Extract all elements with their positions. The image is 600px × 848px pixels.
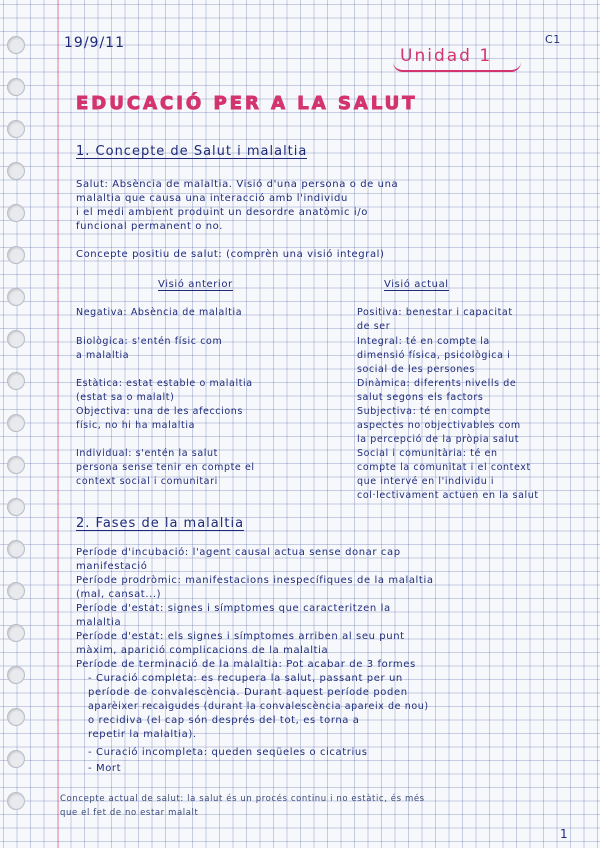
binder-hole [7,330,25,348]
definition-line: Concepte positiu de salut: (comprèn una visió integral) [76,249,385,260]
phase-line: aparèixer recaigudes (durant la convalescència apareix de nou) [88,701,429,712]
binder-hole [7,624,25,642]
phase-line: Període d'estat: signes i símptomes que caracteritzen la [76,603,391,614]
binder-hole [7,792,25,810]
binder-hole [7,666,25,684]
right-col-line: Subjectiva: té en compte [357,406,491,417]
binder-hole [7,582,25,600]
binder-hole [7,414,25,432]
right-col-line: compte la comunitat i el context [357,462,531,473]
phase-line: repetir la malaltia). [88,729,197,740]
phase-line: (mal, cansat...) [76,589,162,600]
binder-hole [7,498,25,516]
left-col-line: a malaltia [76,350,130,361]
phase-line: o recidiva (el cap són després del tot, es torna a [88,715,360,726]
definition-line: malaltia que causa una interacció amb l'individu [76,193,348,204]
binder-hole [7,120,25,138]
left-col-line: Individual: s'entén la salut [76,448,218,459]
col-left-heading: Visió anterior [158,279,233,290]
phase-line: - Curació completa: es recupera la salut, passant per un [88,673,403,684]
col-right-heading: Visió actual [384,279,449,290]
definition-line: Salut: Absència de malaltia. Visió d'una persona o de una [76,179,399,190]
binder-hole [7,708,25,726]
definition-line: i el medi ambient produint un desordre anatòmic i/o [76,207,368,218]
section-2-heading: 2. Fases de la malaltia [76,516,245,531]
page-title: EDUCACIÓ PER A LA SALUT [76,93,418,114]
left-col-line: físic, no hi ha malaltia [76,420,195,431]
binder-hole [7,36,25,54]
left-col-line: Estàtica: estat estable o malaltia [76,378,253,389]
right-col-line: la percepció de la pròpia salut [357,434,520,445]
binder-hole [7,540,25,558]
right-col-line: Integral: té en compte la [357,336,490,347]
definition-line: funcional permanent o no. [76,221,224,232]
phase-line: malaltia [76,617,122,628]
phase-line: Període prodròmic: manifestacions inespecífiques de la malaltia [76,575,434,586]
right-col-line: salut segons els factors [357,392,484,403]
phase-line: període de convalescència. Durant aquest període poden [88,687,408,698]
binder-hole [7,456,25,474]
phase-line: manifestació [76,561,148,572]
right-col-line: dimensió física, psicològica i [357,350,511,361]
left-col-line: persona sense tenir en compte el [76,462,255,473]
binder-hole [7,78,25,96]
binder-hole [7,246,25,264]
unit-label: Unidad 1 [400,46,493,66]
left-col-line: Objectiva: una de les afeccions [76,406,243,417]
binder-hole [7,372,25,390]
footnote-line: Concepte actual de salut: la salut és un procés continu i no estàtic, és més [60,794,425,804]
phase-line: màxim, aparició complicacions de la malaltia [76,645,329,656]
footnote-line: que el fet de no estar malalt [60,808,199,818]
binder-hole [7,162,25,180]
right-col-line: Dinàmica: diferents nivells de [357,378,517,389]
phase-line: - Curació incompleta: queden seqüeles o cicatrius [88,747,368,758]
binder-hole [7,288,25,306]
phase-line: - Mort [88,763,122,774]
right-col-line: aspectes no objectivables com [357,420,521,431]
left-col-line: Negativa: Absència de malaltia [76,307,243,318]
date: 19/9/11 [64,35,125,51]
left-col-line: (estat sa o malalt) [76,392,175,403]
margin-line [58,0,59,848]
binder-hole [7,204,25,222]
right-col-line: social de les persones [357,364,476,375]
right-col-line: col·lectivament actuen en la salut [357,490,539,501]
left-col-line: Biològica: s'entén físic com [76,336,223,347]
section-1-heading: 1. Concepte de Salut i malaltia [76,144,308,159]
page-tag: C1 [545,33,561,46]
binder-hole [7,750,25,768]
page-number: 1 [560,827,569,841]
right-col-line: que intervé en l'individu i [357,476,495,487]
left-col-line: context social i comunitari [76,476,218,487]
phase-line: Període d'incubació: l'agent causal actua sense donar cap [76,547,401,558]
right-col-line: de ser [357,321,391,332]
phase-line: Període d'estat: els signes i símptomes arriben al seu punt [76,631,405,642]
phase-line: Període de terminació de la malaltia: Pot acabar de 3 formes [76,659,416,670]
right-col-line: Positiva: benestar i capacitat [357,307,513,318]
right-col-line: Social i comunitària: té en [357,448,498,459]
